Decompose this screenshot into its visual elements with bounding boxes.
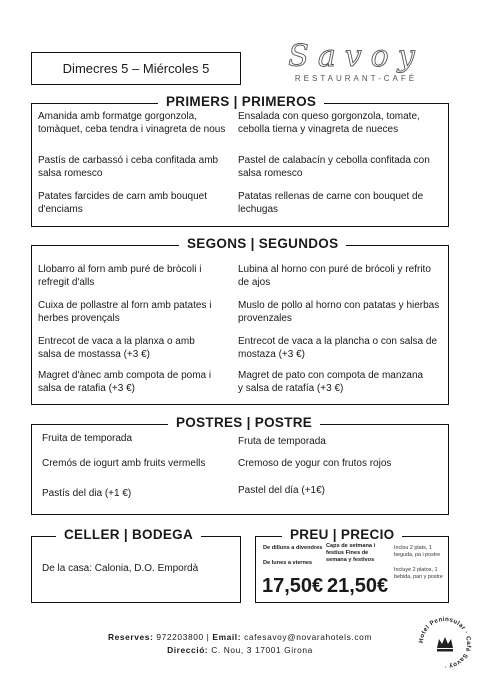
postres-title: POSTRES | POSTRE bbox=[168, 415, 320, 430]
seal-text: Hotel Peninsular · Cafè Savoy · bbox=[417, 615, 473, 671]
celler-title: CELLER | BODEGA bbox=[56, 527, 201, 542]
savoy-logo bbox=[262, 39, 450, 83]
footer-address bbox=[0, 645, 480, 655]
email-address: cafesavoy@novarahotels.com bbox=[244, 632, 372, 642]
primers-es-2: Pastel de calabacín y cebolla confitada con salsa romesco bbox=[238, 155, 430, 179]
email-label: Email: bbox=[212, 632, 242, 642]
segons-es-2: Muslo de pollo al horno con patatas y hierbas provenzales bbox=[238, 300, 440, 324]
primers-es-1: Ensalada con queso gorgonzola, tomate, cebolla tierna y vinagreta de nueces bbox=[238, 111, 420, 135]
preu-title: PREU | PRECIO bbox=[282, 527, 402, 542]
segons-ca-1: Llobarro al forn amb puré de bròcoli i refregit d'alls bbox=[38, 264, 202, 288]
preu-weekend: Caps de setmana i festius Fines de semana y festivos bbox=[326, 543, 376, 563]
segons-ca-3: Entrecot de vaca a la planxa o amb salsa de mostassa (+3 €) bbox=[38, 336, 195, 360]
segons-es-1: Lubina al horno con puré de brócoli y refrito de ajos bbox=[238, 264, 431, 288]
date-text: Dimecres 5 – Miércoles 5 bbox=[62, 61, 210, 76]
celler-wine: De la casa: Calonia, D.O. Empordà bbox=[42, 563, 199, 574]
logo-subtitle: RESTAURANT-CAFÈ bbox=[294, 74, 418, 83]
segons-ca-2: Cuixa de pollastre al forn amb patates i herbes provençals bbox=[38, 300, 212, 324]
preu-weekday-ca: De dilluns a divendres bbox=[263, 545, 323, 551]
preu-weekend-price: 21,50€ bbox=[327, 575, 389, 597]
segons-ca-4: Magret d'ànec amb compota de poma i salsa de ratafia (+3 €) bbox=[38, 370, 212, 394]
preu-weekday-es: De lunes a viernes bbox=[263, 560, 313, 566]
primers-title: PRIMERS | PRIMEROS bbox=[158, 94, 324, 109]
phone-number: 972203800 bbox=[156, 632, 204, 642]
hotel-seal-icon bbox=[414, 612, 476, 674]
address-label: Direcció: bbox=[167, 645, 209, 655]
primers-ca-2: Pastís de carbassó i ceba confitada amb salsa romesco bbox=[38, 155, 219, 179]
footer-contact bbox=[0, 632, 480, 642]
preu-weekday-price: 17,50€ bbox=[262, 575, 324, 597]
crown-icon bbox=[437, 637, 453, 652]
footer-separator: | bbox=[206, 632, 210, 642]
postres-es-1: Fruta de temporada bbox=[238, 436, 326, 447]
segons-es-4: Magret de pato con compota de manzana y salsa de ratafía (+3 €) bbox=[238, 370, 424, 394]
segons-title: SEGONS | SEGUNDOS bbox=[179, 236, 346, 251]
primers-ca-3: Patates farcides de carn amb bouquet d'enciams bbox=[38, 191, 207, 215]
logo-word: Savoy bbox=[288, 39, 424, 74]
preu-note-weekday: Inclou 2 plats, 1 beguda, pa i postre bbox=[394, 545, 441, 558]
postres-ca-1: Fruita de temporada bbox=[42, 433, 133, 444]
postres-ca-3: Pastís del dia (+1 €) bbox=[42, 488, 132, 499]
primers-ca-1: Amanida amb formatge gorgonzola, tomàquet, ceba tendra i vinagreta de nous bbox=[38, 111, 226, 135]
address-text: C. Nou, 3 17001 Girona bbox=[211, 645, 313, 655]
date-label bbox=[31, 52, 241, 85]
primers-es-3: Patatas rellenas de carne con bouquet de lechugas bbox=[238, 191, 424, 215]
postres-es-3: Pastel del día (+1€) bbox=[238, 485, 325, 496]
postres-es-2: Cremoso de yogur con frutos rojos bbox=[238, 458, 392, 469]
reserves-label: Reserves: bbox=[108, 632, 154, 642]
segons-es-3: Entrecot de vaca a la plancha o con salsa de mostaza (+3 €) bbox=[238, 336, 438, 360]
preu-note-weekend: Incluye 2 platos, 1 bebida, pan y postre bbox=[394, 567, 443, 580]
postres-ca-2: Cremós de iogurt amb fruits vermells bbox=[42, 458, 206, 469]
